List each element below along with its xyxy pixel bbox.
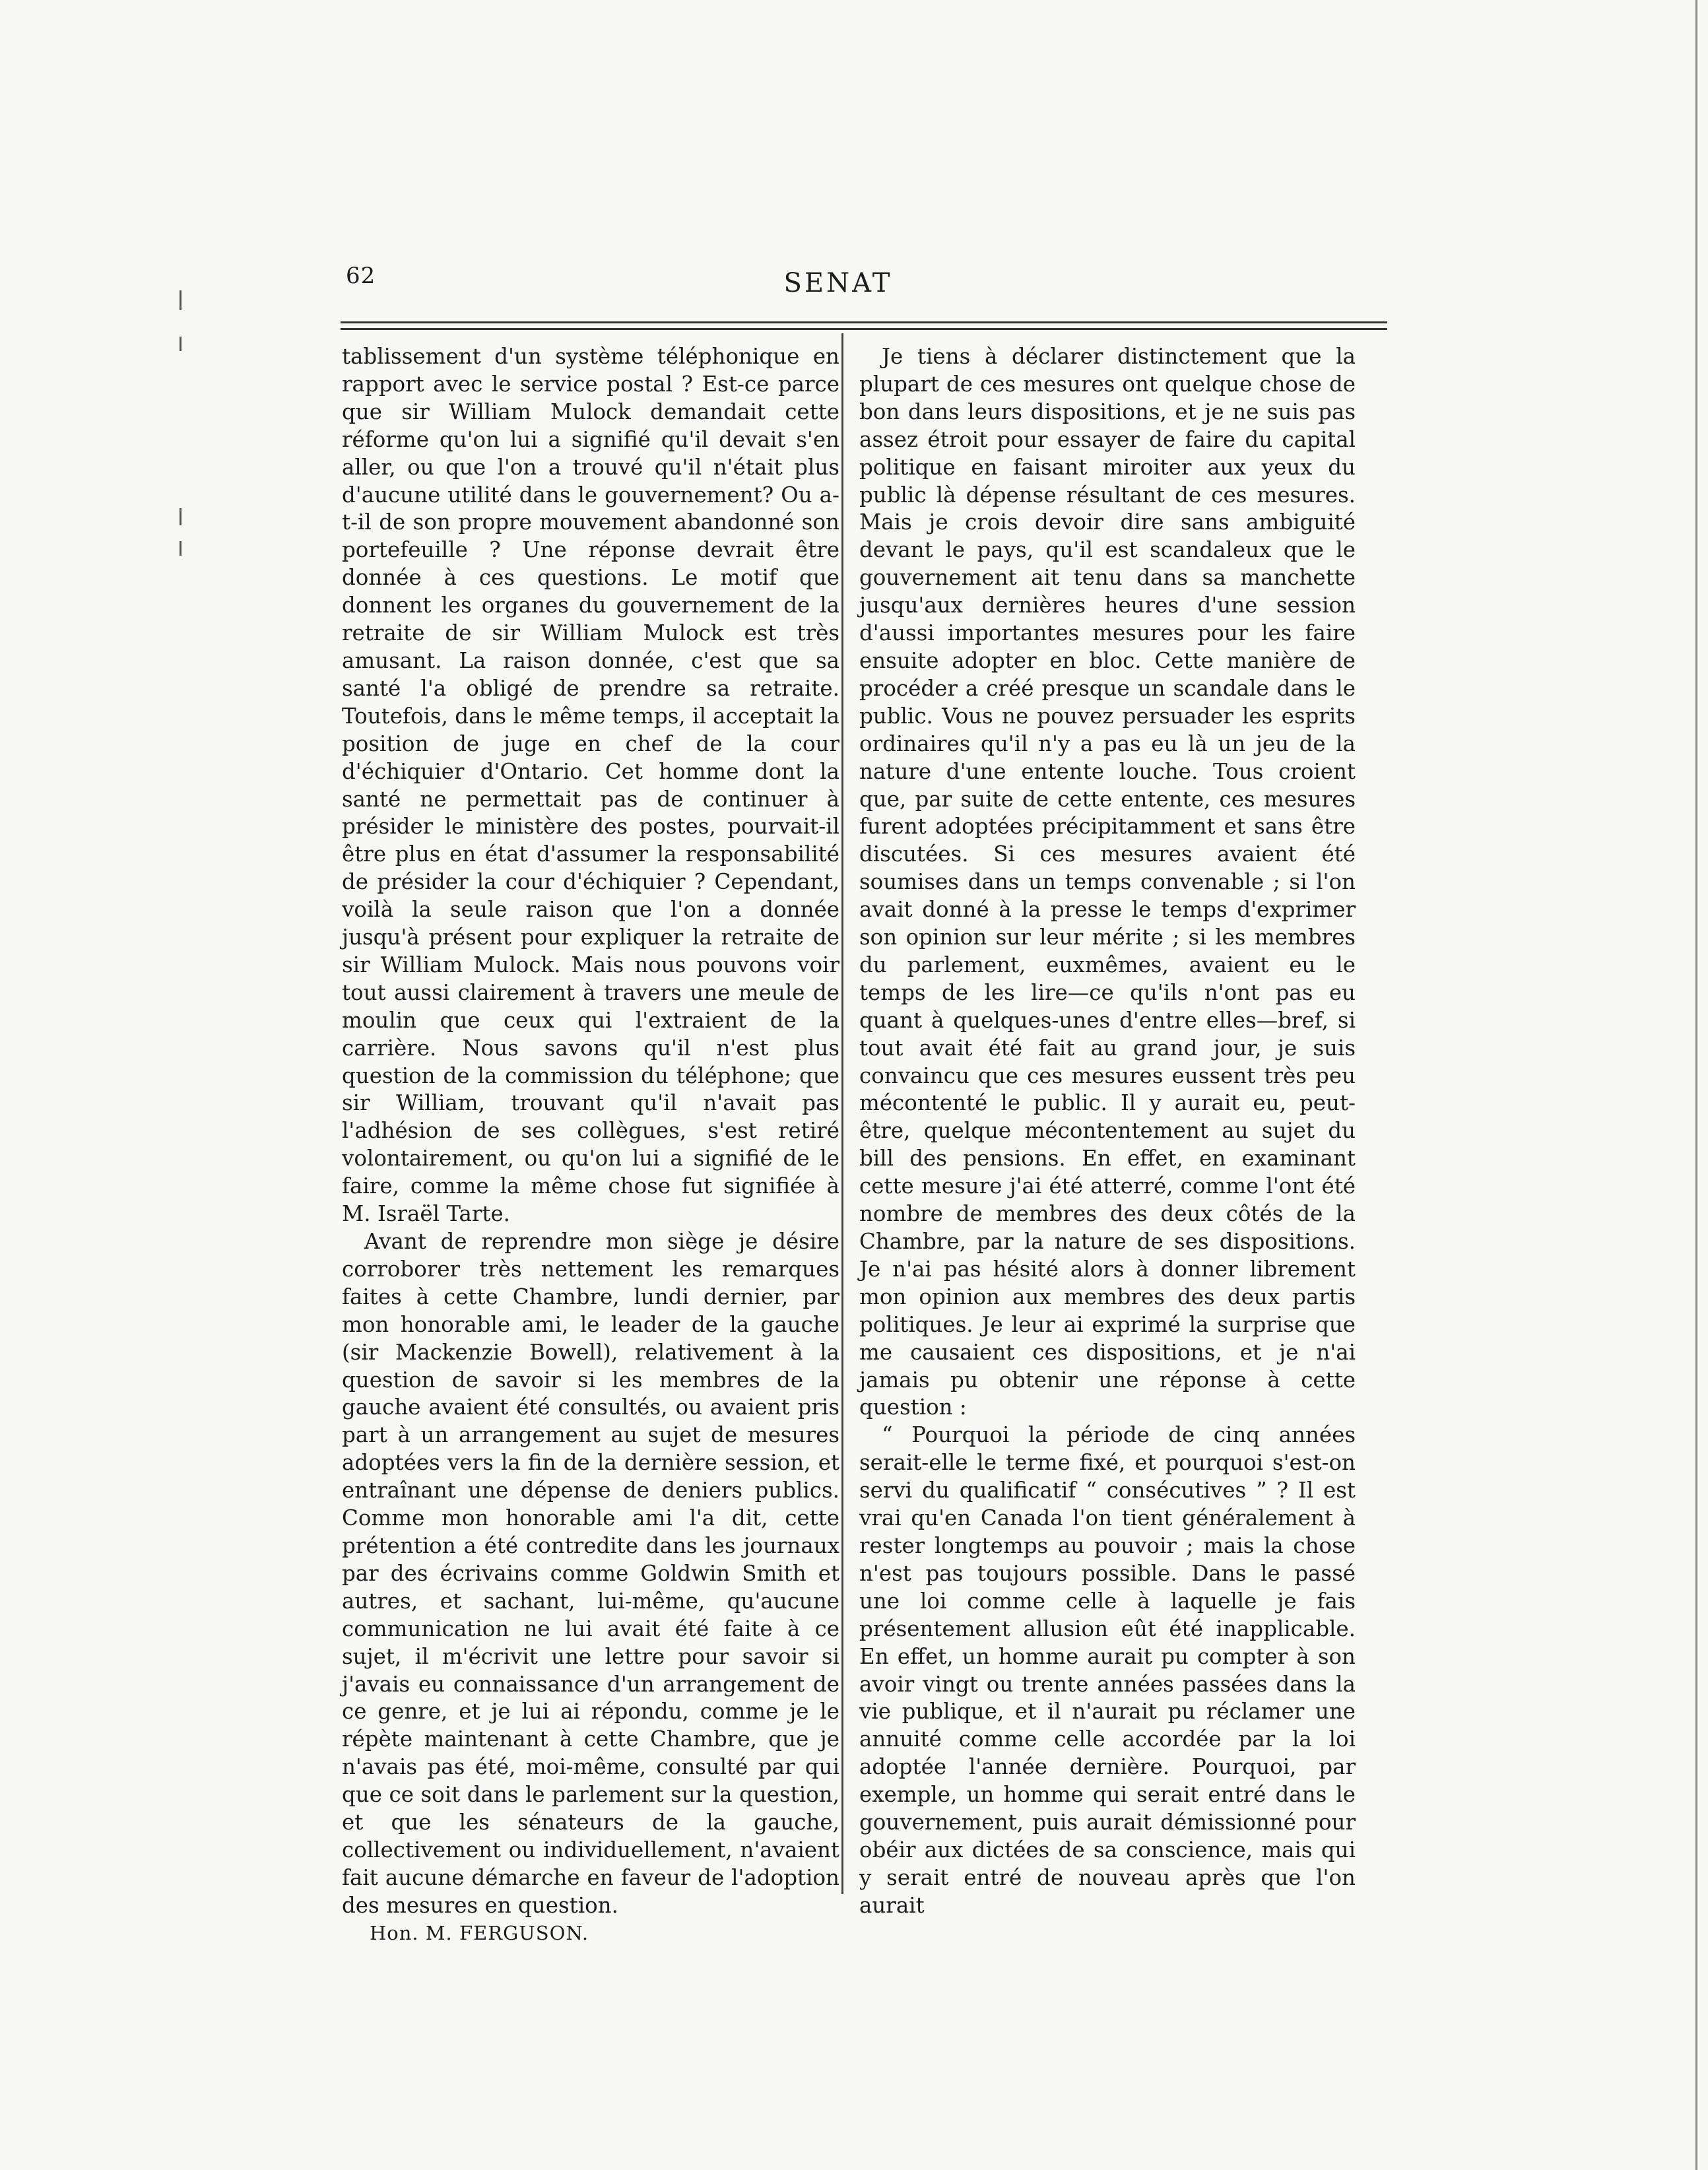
paragraph: Avant de reprendre mon siège je désire corroborer très nettement les remarques faites à cette Chambre, lundi dernier, par mon honorable ami, le leader de la gauche (sir Mackenzie Bowell), relativement à la question de savoir si les membres de la gauche avaient été consultés, ou avaient pris part à un arrangement au sujet de mesures adoptées vers la fin de la dernière session, et entraînant une dépense de deniers publics. Comme mon honorable ami l'a dit, cette prétention a été contredite dans les journaux par des écrivains comme Goldwin Smith et autres, et sachant, lui-même, qu'aucune communication ne lui avait été faite à ce sujet, il m'écrivit une lettre pour savoir si j'avais eu connaissance d'un arrangement de ce genre, et je lui ai répondu, comme je le répète maintenant à cette Chambre, que je n'avais pas été, moi-même, consulté par qui que ce soit dans le parlement sur la question, et que les sénateurs de la gauche, collectivement ou individuellement, n'avaient fait aucune démarche en faveur de l'adoption des mesures en question. (342, 1229, 839, 1918)
header-rule-top (341, 321, 1387, 323)
page-number: 62 (346, 263, 376, 289)
running-title: SENAT (783, 268, 893, 298)
margin-mark (180, 337, 181, 351)
paragraph: Je tiens à déclarer distinctement que la plupart de ces mesures ont quelque chose de bon dans leurs dispositions, et je ne suis pas assez étroit pour essayer de faire du capital politique en faisant miroiter aux yeux du public là dépense résultant de ces mesures. Mais je crois devoir dire sans ambiguité devant le pays, qu'il est scandaleux que le gouvernement ait tenu dans sa manchette jusqu'aux dernières heures d'une session d'aussi importantes mesures pour les faire ensuite adopter en bloc. Cette manière de procéder a créé presque un scandale dans le public. Vous ne pouvez persuader les esprits ordinaires qu'il n'y a pas eu là un jeu de la nature d'une entente louche. Tous croient que, par suite de cette entente, ces mesures furent adoptées précipitamment et sans être discutées. Si ces mesures avaient été soumises dans un temps convenable ; si l'on avait donné à la presse le temps d'exprimer son opinion sur leur mérite ; si les membres du parlement, euxmêmes, avaient eu le temps de les lire—ce qu'ils n'ont pas eu quant à quelques-unes d'entre elles—bref, si tout avait été fait au grand jour, je suis convaincu que ces mesures eussent très peu mécontenté le public. Il y aurait eu, peut-être, quelque mécontentement au sujet du bill des pensions. En effet, en examinant cette mesure j'ai été atterré, comme l'ont été nombre de membres des deux côtés de la Chambre, par la nature de ses dispositions. Je n'ai pas hésité alors à donner librement mon opinion aux membres des deux partis politiques. Je leur ai exprimé la surprise que me causaient ces dispositions, et je n'ai jamais pu obtenir une réponse à cette question : (859, 344, 1356, 1420)
speaker-signature: Hon. M. FERGUSON. (370, 1921, 589, 1944)
paragraph: “ Pourquoi la période de cinq années serait-elle le terme fixé, et pourquoi s'est-on servi du qualificatif “ consécutives ” ? Il est vrai qu'en Canada l'on tient généralement à rester longtemps au pouvoir ; mais la chose n'est pas toujours possible. Dans le passé une loi comme celle à laquelle je fais présentement allusion eût été inapplicable. En effet, un homme aurait pu compter à son avoir vingt ou trente années passées dans la vie publique, et il n'aurait pu réclamer une annuité comme celle accordée par la loi adoptée l'année dernière. Pourquoi, par exemple, un homme qui serait entré dans le gouvernement, puis aurait démissionné pour obéir aux dictées de sa conscience, mais qui y serait entré de nouveau après que l'on aurait (859, 1422, 1356, 1918)
column-divider (841, 333, 843, 1894)
left-column (342, 343, 839, 1948)
page-edge-line (1695, 0, 1697, 2170)
paragraph: tablissement d'un système téléphonique en rapport avec le service postal ? Est-ce parce que sir William Mulock demandait cette réforme qu'on lui a signifié qu'il devait s'en aller, ou que l'on a trouvé qu'il n'était plus d'aucune utilité dans le gouvernement? Ou a-t-il de son propre mouvement abandonné son portefeuille ? Une réponse devrait être donnée à ces questions. Le motif que donnent les organes du gouvernement de la retraite de sir William Mulock est très amusant. La raison donnée, c'est que sa santé l'a obligé de prendre sa retraite. Toutefois, dans le même temps, il acceptait la position de juge en chef de la cour d'échiquier d'Ontario. Cet homme dont la santé ne permettait pas de continuer à présider le ministère des postes, pourvait-il être plus en état d'assumer la responsabilité de présider la cour d'échiquier ? Cependant, voilà la seule raison que l'on a donnée jusqu'à présent pour expliquer la retraite de sir William Mulock. Mais nous pouvons voir tout aussi clairement à travers une meule de moulin que ceux qui l'extraient de la carrière. Nous savons qu'il n'est plus question de la commission du téléphone; que sir William, trouvant qu'il n'avait pas l'adhésion de ses collègues, s'est retiré volontairement, ou qu'on lui a signifié de le faire, comme la même chose fut signifiée à M. Israël Tarte. (342, 344, 839, 1227)
margin-mark (180, 290, 181, 310)
margin-mark (180, 508, 181, 525)
right-column (859, 343, 1356, 1920)
header-rule-bottom (341, 328, 1387, 330)
margin-mark (180, 541, 181, 556)
